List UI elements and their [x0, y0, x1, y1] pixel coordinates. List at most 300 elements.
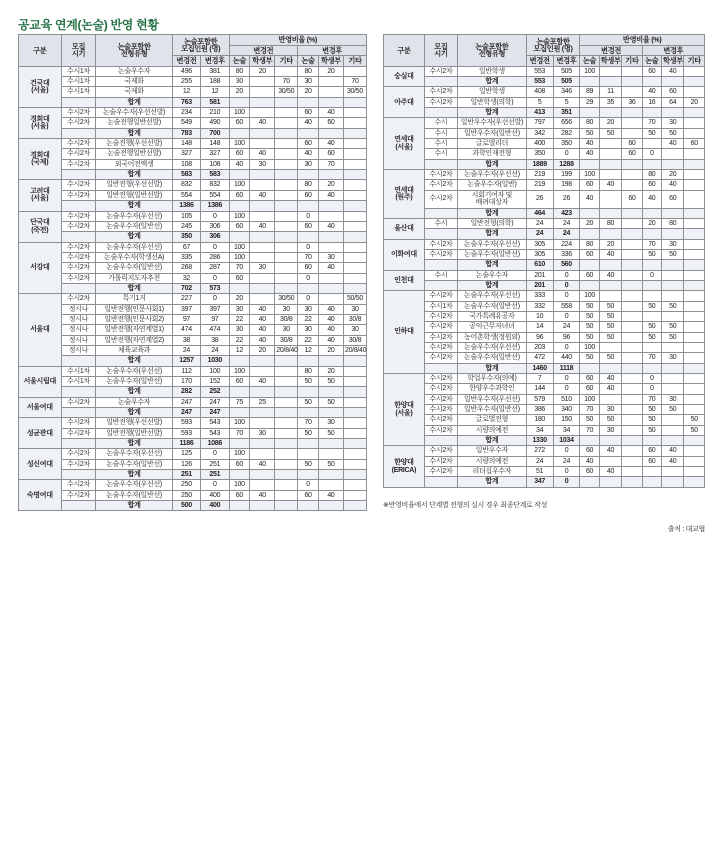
table-cell: 108: [201, 159, 229, 169]
table-cell: 70: [642, 239, 661, 249]
table-cell: 26: [553, 190, 580, 208]
table-cell: [318, 97, 343, 107]
table-row: [384, 291, 705, 301]
table-cell: 수시2차: [424, 66, 457, 76]
table-row: [384, 108, 705, 118]
table-row: [384, 180, 705, 190]
table-cell: 472: [526, 353, 553, 363]
table-cell: 시량의예전: [458, 425, 527, 435]
table-cell: [275, 180, 298, 190]
table-cell: 40: [318, 190, 343, 200]
table-cell: [661, 108, 684, 118]
table-cell: [343, 97, 366, 107]
table-cell: 0: [298, 211, 319, 221]
table-cell: 논술우수자(우선선발): [96, 108, 172, 118]
th-mojip-sigi: 모집 시기: [424, 35, 457, 67]
table-cell: 합계: [458, 108, 527, 118]
group-name-cell: 한양대 (ERICA): [384, 446, 425, 487]
table-cell: [275, 242, 298, 252]
table-cell: [250, 128, 275, 138]
group-name-cell: 고려대 (서울): [19, 180, 62, 211]
table-cell: 30: [343, 304, 366, 314]
table-cell: [424, 159, 457, 169]
table-cell: [622, 208, 642, 218]
table-cell: 수시2차: [424, 180, 457, 190]
table-cell: 40: [298, 118, 319, 128]
table-cell: [250, 283, 275, 293]
table-row: [384, 260, 705, 270]
table-cell: 24: [526, 456, 553, 466]
table-cell: [250, 439, 275, 449]
table-cell: 464: [526, 208, 553, 218]
table-cell: 합계: [96, 97, 172, 107]
table-cell: [684, 332, 705, 342]
table-cell: [343, 283, 366, 293]
table-cell: 논술전행(우선선발): [96, 139, 172, 149]
table-cell: [318, 273, 343, 283]
table-cell: 수시2차: [61, 242, 96, 252]
table-cell: 282: [172, 387, 200, 397]
table-cell: 특기1지: [96, 294, 172, 304]
table-cell: [318, 480, 343, 490]
table-cell: [642, 477, 661, 487]
table-cell: 38: [201, 335, 229, 345]
table-cell: 1889: [526, 159, 553, 169]
table-cell: 30: [250, 428, 275, 438]
th-after: 변경후: [642, 45, 704, 56]
table-cell: 20: [318, 366, 343, 376]
table-cell: [343, 470, 366, 480]
left-table: [18, 34, 367, 511]
table-cell: [424, 436, 457, 446]
table-cell: [275, 201, 298, 211]
table-row: [19, 325, 367, 335]
table-cell: 논술우수자(학생선A): [96, 252, 172, 262]
table-cell: 30: [661, 239, 684, 249]
table-cell: 40: [580, 139, 599, 149]
table-cell: 199: [553, 170, 580, 180]
table-cell: [424, 108, 457, 118]
group-name-cell: 성균관대: [19, 418, 62, 449]
table-cell: 논술우수자(일반선): [96, 459, 172, 469]
table-cell: 논술우수자(일반선): [96, 263, 172, 273]
table-cell: 외국어전액생: [96, 159, 172, 169]
table-cell: 0: [553, 342, 580, 352]
table-cell: 수시1차: [61, 66, 96, 76]
table-cell: [250, 87, 275, 97]
table-cell: 340: [553, 405, 580, 415]
table-cell: [318, 439, 343, 449]
table-cell: [684, 374, 705, 384]
table-cell: [599, 108, 622, 118]
table-cell: 20: [599, 239, 622, 249]
table-row: [384, 270, 705, 280]
table-cell: 38: [172, 335, 200, 345]
table-row: [19, 232, 367, 242]
table-cell: [622, 108, 642, 118]
table-cell: [318, 283, 343, 293]
table-cell: 일반전형(일반선발): [96, 190, 172, 200]
table-cell: [250, 170, 275, 180]
table-cell: 논술우수자(우선선): [96, 449, 172, 459]
table-cell: 글로벌전형: [458, 415, 527, 425]
table-cell: [622, 239, 642, 249]
table-cell: 60: [318, 149, 343, 159]
table-cell: 60: [580, 270, 599, 280]
table-cell: 1030: [201, 356, 229, 366]
table-cell: 합계: [458, 260, 527, 270]
table-cell: [622, 425, 642, 435]
table-row: [384, 353, 705, 363]
table-cell: 24: [553, 322, 580, 332]
table-cell: 210: [201, 108, 229, 118]
table-cell: 583: [172, 170, 200, 180]
table-cell: 30: [275, 325, 298, 335]
table-cell: 합계: [96, 128, 172, 138]
table-cell: 60: [298, 263, 319, 273]
table-cell: [580, 363, 599, 373]
table-cell: 20/8/40: [276, 346, 298, 354]
table-row: [19, 139, 367, 149]
table-cell: [661, 477, 684, 487]
table-cell: [642, 467, 661, 477]
table-cell: [684, 384, 705, 394]
table-cell: [599, 342, 622, 352]
table-cell: 543: [201, 428, 229, 438]
table-cell: [250, 242, 275, 252]
table-cell: [343, 459, 366, 469]
table-cell: 일반우수자(우선선): [458, 394, 527, 404]
table-cell: [424, 77, 457, 87]
table-cell: 50: [599, 332, 622, 342]
table-cell: 60: [298, 490, 319, 500]
table-row: [19, 490, 367, 500]
table-cell: 30: [661, 394, 684, 404]
table-row: [19, 97, 367, 107]
table-cell: 347: [526, 477, 553, 487]
table-cell: 합계: [458, 208, 527, 218]
table-cell: 수시2차: [61, 449, 96, 459]
table-cell: [684, 229, 705, 239]
table-row: [384, 139, 705, 149]
table-cell: 100: [229, 252, 250, 262]
table-cell: 12: [298, 345, 319, 355]
table-cell: 198: [553, 180, 580, 190]
table-cell: [343, 190, 366, 200]
th-mojip-sigi: 모집 시기: [61, 35, 96, 67]
table-cell: 일반우수자: [458, 446, 527, 456]
table-cell: 70: [229, 263, 250, 273]
table-cell: 350: [526, 149, 553, 159]
table-cell: 수시2차: [424, 456, 457, 466]
table-cell: 수시2차: [424, 467, 457, 477]
table-row: [384, 322, 705, 332]
table-cell: [684, 363, 705, 373]
table-cell: [642, 280, 661, 290]
table-cell: 수시2차: [424, 394, 457, 404]
table-cell: 70: [298, 252, 319, 262]
table-cell: 100: [580, 342, 599, 352]
table-cell: 80: [298, 66, 319, 76]
table-cell: 30: [599, 425, 622, 435]
table-cell: [250, 470, 275, 480]
table-cell: 50: [580, 128, 599, 138]
table-cell: [661, 229, 684, 239]
table-cell: 70: [642, 118, 661, 128]
table-cell: 1460: [526, 363, 553, 373]
table-cell: 40: [250, 377, 275, 387]
table-cell: 수시2차: [424, 405, 457, 415]
table-cell: 학업우수자(의예): [458, 374, 527, 384]
table-cell: [318, 201, 343, 211]
table-row: [384, 384, 705, 394]
table-cell: [229, 439, 250, 449]
table-cell: 수시1차: [61, 87, 96, 97]
table-cell: [661, 415, 684, 425]
th-type: 논술포함한 전형유형: [458, 35, 527, 67]
table-cell: [298, 387, 319, 397]
table-cell: 832: [172, 180, 200, 190]
table-cell: 30: [343, 325, 366, 335]
table-row: [384, 425, 705, 435]
table-cell: 40: [318, 325, 343, 335]
th-a-nonsul: 논술: [642, 56, 661, 67]
table-cell: [343, 428, 366, 438]
table-cell: [275, 501, 298, 511]
table-cell: 50: [642, 425, 661, 435]
table-cell: 일반전행(우선선발): [96, 418, 172, 428]
table-cell: [622, 218, 642, 228]
table-row: [384, 311, 705, 321]
table-cell: [642, 342, 661, 352]
table-cell: 440: [553, 353, 580, 363]
table-cell: 40: [642, 190, 661, 208]
table-row: [19, 118, 367, 128]
table-cell: [61, 232, 96, 242]
table-cell: 554: [201, 190, 229, 200]
table-cell: 수시2차: [61, 149, 96, 159]
table-cell: [61, 170, 96, 180]
table-cell: [580, 436, 599, 446]
table-cell: 20: [318, 345, 343, 355]
table-cell: [318, 232, 343, 242]
table-row: [384, 415, 705, 425]
table-cell: [318, 242, 343, 252]
table-cell: 60: [580, 374, 599, 384]
table-cell: [580, 77, 599, 87]
table-cell: [622, 405, 642, 415]
table-cell: [275, 108, 298, 118]
table-cell: [580, 159, 599, 169]
table-cell: 70: [298, 418, 319, 428]
table-cell: 50: [661, 332, 684, 342]
table-row: [19, 335, 367, 345]
table-cell: 474: [172, 325, 200, 335]
table-cell: [599, 66, 622, 76]
table-cell: 국가특례유공자: [458, 311, 527, 321]
table-cell: 500: [172, 501, 200, 511]
table-cell: [298, 470, 319, 480]
table-cell: 0: [298, 273, 319, 283]
table-cell: 34: [526, 425, 553, 435]
table-cell: [343, 387, 366, 397]
group-name-cell: 숙명여대: [19, 480, 62, 511]
table-cell: [599, 436, 622, 446]
group-name-cell: 이화여대: [384, 239, 425, 270]
table-row: [384, 87, 705, 97]
table-cell: [275, 221, 298, 231]
group-name-cell: 인하대: [384, 291, 425, 374]
table-cell: [229, 387, 250, 397]
table-cell: 40: [661, 180, 684, 190]
table-cell: [343, 159, 366, 169]
table-cell: 0: [201, 211, 229, 221]
group-name-cell: 인천대: [384, 270, 425, 291]
table-cell: [275, 356, 298, 366]
table-cell: [684, 118, 705, 128]
table-cell: [250, 449, 275, 459]
table-cell: 70: [642, 353, 661, 363]
table-cell: 논술우수자(우선선): [96, 211, 172, 221]
th-inwon: 논술포함한 모집인원 (명): [526, 35, 580, 56]
table-row: [19, 459, 367, 469]
table-cell: [661, 384, 684, 394]
table-row: [19, 366, 367, 376]
table-cell: 247: [172, 397, 200, 407]
table-cell: 763: [172, 97, 200, 107]
table-cell: 30/50: [275, 87, 298, 97]
table-cell: [229, 356, 250, 366]
table-cell: 510: [553, 394, 580, 404]
table-cell: [599, 456, 622, 466]
table-cell: 251: [201, 459, 229, 469]
table-cell: [622, 270, 642, 280]
table-cell: 국제화: [96, 87, 172, 97]
th-a-hakssaengbu: 학생부: [318, 56, 343, 67]
table-cell: 70: [580, 425, 599, 435]
table-cell: 60: [661, 190, 684, 208]
table-row: [19, 345, 367, 355]
table-cell: 40: [599, 270, 622, 280]
table-cell: 0: [553, 291, 580, 301]
table-cell: [250, 97, 275, 107]
table-cell: [275, 66, 298, 76]
table-cell: [684, 87, 705, 97]
table-row: [384, 332, 705, 342]
table-cell: 50: [661, 249, 684, 259]
table-cell: 1186: [172, 439, 200, 449]
table-cell: [684, 280, 705, 290]
table-cell: 50: [661, 301, 684, 311]
table-cell: 40: [661, 456, 684, 466]
table-cell: 60: [642, 446, 661, 456]
table-cell: 5: [553, 97, 580, 107]
table-cell: 12: [201, 87, 229, 97]
table-row: [384, 229, 705, 239]
table-cell: 0: [553, 446, 580, 456]
table-row: [384, 436, 705, 446]
table-cell: 수시2차: [61, 252, 96, 262]
table-cell: 30: [599, 405, 622, 415]
table-cell: [275, 470, 298, 480]
table-cell: 50: [642, 301, 661, 311]
table-cell: 수시2차: [61, 294, 96, 304]
table-cell: [642, 291, 661, 301]
table-cell: 50: [580, 353, 599, 363]
table-cell: 20: [661, 170, 684, 180]
table-cell: 100: [229, 366, 250, 376]
table-cell: 30: [661, 353, 684, 363]
table-cell: [343, 397, 366, 407]
table-cell: [580, 208, 599, 218]
table-cell: 306: [201, 232, 229, 242]
table-cell: 논술우수자: [96, 66, 172, 76]
table-cell: [661, 159, 684, 169]
table-cell: [684, 456, 705, 466]
table-cell: [580, 477, 599, 487]
table-cell: [298, 232, 319, 242]
table-cell: 합계: [96, 201, 172, 211]
table-cell: 60: [642, 456, 661, 466]
table-cell: 22: [298, 314, 319, 324]
table-row: [19, 190, 367, 200]
table-cell: 20: [229, 294, 250, 304]
table-cell: 423: [553, 208, 580, 218]
table-cell: [250, 139, 275, 149]
table-cell: [229, 128, 250, 138]
table-cell: 수시2차: [424, 446, 457, 456]
table-cell: [661, 436, 684, 446]
table-cell: 350: [172, 232, 200, 242]
table-cell: 20: [318, 66, 343, 76]
table-cell: 170: [172, 377, 200, 387]
table-cell: [61, 128, 96, 138]
table-cell: 50: [298, 459, 319, 469]
table-cell: [343, 418, 366, 428]
table-cell: 553: [526, 77, 553, 87]
th-after: 변경후: [298, 45, 367, 56]
table-cell: 70: [229, 428, 250, 438]
table-cell: [424, 280, 457, 290]
table-cell: 수시2차: [424, 190, 457, 208]
table-cell: [684, 208, 705, 218]
table-cell: 일반전형(우선선발): [96, 180, 172, 190]
table-cell: 40: [250, 149, 275, 159]
table-cell: [622, 180, 642, 190]
table-cell: [622, 260, 642, 270]
table-cell: [622, 128, 642, 138]
table-cell: 350: [553, 139, 580, 149]
table-cell: 549: [172, 118, 200, 128]
table-cell: 333: [526, 291, 553, 301]
table-cell: 75: [229, 397, 250, 407]
table-row: [384, 342, 705, 352]
table-cell: 수시2차: [61, 221, 96, 231]
table-cell: [684, 467, 705, 477]
table-row: [19, 304, 367, 314]
table-cell: 40: [229, 159, 250, 169]
group-name-cell: 한양대 (서울): [384, 374, 425, 446]
table-cell: 219: [526, 180, 553, 190]
table-cell: [622, 291, 642, 301]
table-cell: 14: [526, 322, 553, 332]
table-cell: 553: [526, 66, 553, 76]
table-cell: 22: [229, 335, 250, 345]
group-name-cell: 아주대: [384, 87, 425, 118]
table-cell: 100: [229, 242, 250, 252]
table-cell: 0: [298, 294, 319, 304]
table-cell: [343, 139, 366, 149]
